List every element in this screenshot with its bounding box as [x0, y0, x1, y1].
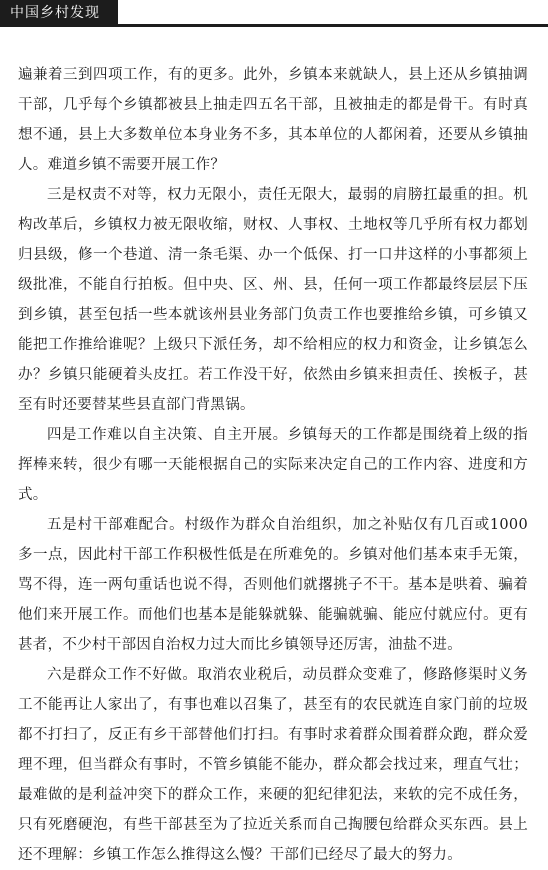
- paragraph: 四是工作难以自主决策、自主开展。乡镇每天的工作都是围绕着上级的指挥棒来转，很少有哪一天能根据自己的实际来决定自己的工作内容、进度和方式。: [18, 427, 528, 503]
- header-divider: [0, 24, 548, 27]
- paragraph: 三是权责不对等，权力无限小，责任无限大，最弱的肩膀扛最重的担。机构改革后，乡镇权力被无限收缩，财权、人事权、土地权等几乎所有权力都划归县级，修一个巷道、清一条毛渠、办一个低保、打一口井这样的小事都须上级批准，不能自行拍板。但中央、区、州、县，任何一项工作都最终层层下压到乡镇，甚至包括一些本就该州县业务部门负责工作也要推给乡镇，可乡镇又能把工作推给谁呢？上级只下派任务，却不给相应的权力和资金，让乡镇怎么办？乡镇只能硬着头皮扛。若工作没干好，依然由乡镇来担责任、挨板子，甚至有时还要替某些县直部门背黑锅。: [18, 187, 528, 413]
- section-label: 中国乡村发现: [0, 0, 118, 26]
- paragraph: 五是村干部难配合。村级作为群众自治组织，加之补贴仅有几百或1000多一点，因此村干部工作积极性低是在所难免的。乡镇对他们基本束手无策，骂不得，连一两句重话也说不得，否则他们就撂挑子不干。基本是哄着、骗着他们来开展工作。而他们也基本是能躲就躲、能骗就骗、能应付就应付。更有甚者，不少村干部因自治权力过大而比乡镇领导还厉害，油盐不进。: [18, 517, 528, 653]
- article-body: [18, 60, 528, 870]
- paragraph: 六是群众工作不好做。取消农业税后，动员群众变难了，修路修渠时义务工不能再让人家出了，有事也难以召集了，甚至有的农民就连自家门前的垃圾都不打扫了，反正有乡干部替他们打扫。有事时求着群众围着群众跑，群众爱理不理，但当群众有事时，不管乡镇能不能办，群众都会找过来，理直气壮；最难做的是利益冲突下的群众工作，来硬的犯纪律犯法，来软的完不成任务，只有死磨硬泡，有些干部甚至为了拉近关系而自己掏腰包给群众买东西。县上还不理解：乡镇工作怎么推得这么慢？干部们已经尽了最大的努力。: [18, 667, 528, 863]
- paragraph: 遍兼着三到四项工作，有的更多。此外，乡镇本来就缺人，县上还从乡镇抽调干部，几乎每个乡镇都被县上抽走四五名干部，且被抽走的都是骨干。有时真想不通，县上大多数单位本身业务不多，其本单位的人都闲着，还要从乡镇抽人。难道乡镇不需要开展工作？: [18, 67, 528, 173]
